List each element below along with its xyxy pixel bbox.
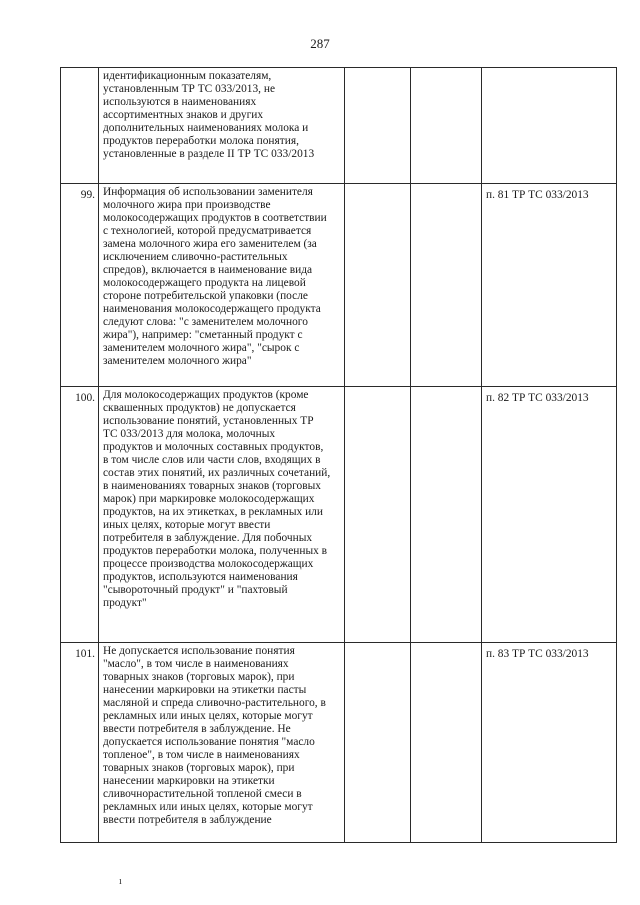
text-line: состав этих понятий, их различных сочетаний, bbox=[103, 467, 331, 479]
text-line: ввести потребителя в заблуждение bbox=[103, 814, 272, 826]
text-line: используются в наименованиях bbox=[103, 96, 257, 108]
empty-cell bbox=[345, 387, 411, 643]
text-line: использование понятий, установленных ТР bbox=[103, 415, 314, 427]
regulation-reference: п. 81 ТР ТС 033/2013 bbox=[482, 184, 617, 387]
text-line: в наименованиях товарных знаков (торговых bbox=[103, 480, 321, 492]
text-line: ассортиментных знаков и других bbox=[103, 109, 264, 121]
empty-cell bbox=[345, 184, 411, 387]
text-line: процессе производства молокосодержащих bbox=[103, 558, 314, 570]
requirement-text bbox=[99, 643, 345, 843]
text-line: рекламных или иных целях, которые могут bbox=[103, 710, 313, 722]
table-row bbox=[61, 387, 617, 643]
text-line: продукт" bbox=[103, 597, 147, 609]
text-line: заменителем молочного жира", "сырок с bbox=[103, 342, 300, 354]
text-line: нанесении маркировки на этикетки пасты bbox=[103, 684, 307, 696]
regulation-reference: п. 82 ТР ТС 033/2013 bbox=[482, 387, 617, 643]
text-line: спредов), включается в наименование вида bbox=[103, 264, 313, 276]
text-line: Для молокосодержащих продуктов (кроме bbox=[103, 389, 309, 401]
text-line: "сывороточный продукт" и "пахтовый bbox=[103, 584, 288, 596]
text-line: установленным ТР ТС 033/2013, не bbox=[103, 83, 276, 95]
table-body bbox=[61, 68, 617, 843]
requirements-table bbox=[60, 67, 617, 843]
text-line: марок) при маркировке молокосодержащих bbox=[103, 493, 315, 505]
text-line: потребителя в заблуждение. Для побочных bbox=[103, 532, 313, 544]
text-line: продуктов и молочных составных продуктов, bbox=[103, 441, 324, 453]
text-line: допускается использование понятия "масло bbox=[103, 736, 315, 748]
table-row bbox=[61, 184, 617, 387]
text-line: продуктов переработки молока, полученных в bbox=[103, 545, 328, 557]
requirement-text bbox=[99, 387, 345, 643]
empty-cell bbox=[411, 184, 482, 387]
text-line: масляной и спреда сливочно-растительного, в bbox=[103, 697, 326, 709]
regulation-reference: п. 83 ТР ТС 033/2013 bbox=[482, 643, 617, 843]
text-line: в том числе слов или части слов, входящих в bbox=[103, 454, 321, 466]
text-line: следуют слова: "с заменителем молочного bbox=[103, 316, 308, 328]
text-line: топленое", в том числе в наименованиях bbox=[103, 749, 300, 761]
text-line: стороне потребительской упаковки (после bbox=[103, 290, 308, 302]
text-line: продуктов переработки молока понятия, bbox=[103, 135, 299, 147]
regulation-reference bbox=[482, 68, 617, 184]
row-number: 101. bbox=[61, 643, 99, 843]
text-line: заменителем молочного жира" bbox=[103, 355, 252, 367]
text-line: жира"), например: "сметанный продукт с bbox=[103, 329, 303, 341]
text-line: молочного жира при производстве bbox=[103, 199, 271, 211]
text-line: "масло", в том числе в наименованиях bbox=[103, 658, 289, 670]
text-line: рекламных или иных целях, которые могут bbox=[103, 801, 313, 813]
empty-cell bbox=[411, 68, 482, 184]
text-line: установленные в разделе II ТР ТС 033/2013 bbox=[103, 148, 315, 160]
empty-cell bbox=[345, 68, 411, 184]
table-row bbox=[61, 68, 617, 184]
empty-cell bbox=[411, 387, 482, 643]
text-line: Не допускается использование понятия bbox=[103, 645, 295, 657]
text-line: наименования молокосодержащего продукта bbox=[103, 303, 321, 315]
text-line: Информация об использовании заменителя bbox=[103, 186, 313, 198]
text-line: ввести потребителя в заблуждение. Не bbox=[103, 723, 291, 735]
text-line: сквашенных продуктов) не допускается bbox=[103, 402, 296, 414]
text-line: идентификационным показателям, bbox=[103, 70, 272, 82]
text-line: товарных знаков (торговых марок), при bbox=[103, 671, 295, 683]
text-line: иных целях, которые могут ввести bbox=[103, 519, 271, 531]
table-row bbox=[61, 643, 617, 843]
text-line: нанесении маркировки на этикетки bbox=[103, 775, 275, 787]
requirement-text bbox=[99, 184, 345, 387]
text-line: замена молочного жира его заменителем (за bbox=[103, 238, 317, 250]
text-line: исключением сливочно-растительных bbox=[103, 251, 288, 263]
text-line: товарных знаков (торговых марок), при bbox=[103, 762, 295, 774]
text-line: ТС 033/2013 для молока, молочных bbox=[103, 428, 276, 440]
empty-cell bbox=[345, 643, 411, 843]
requirement-text bbox=[99, 68, 345, 184]
text-line: молокосодержащих продуктов в соответствии bbox=[103, 212, 327, 224]
text-line: с технологией, которой предусматривается bbox=[103, 225, 312, 237]
text-line: дополнительных наименованиях молока и bbox=[103, 122, 309, 134]
text-line: продуктов, используются наименования bbox=[103, 571, 298, 583]
text-line: молокосодержащего продукта на лицевой bbox=[103, 277, 306, 289]
margin-mark: ı bbox=[119, 876, 122, 887]
text-line: продуктов, на их этикетках, в рекламных или bbox=[103, 506, 323, 518]
page-number: 287 bbox=[310, 36, 330, 51]
row-number: 100. bbox=[61, 387, 99, 643]
row-number bbox=[61, 68, 99, 184]
row-number: 99. bbox=[61, 184, 99, 387]
empty-cell bbox=[411, 643, 482, 843]
text-line: сливочнорастительной топленой смеси в bbox=[103, 788, 302, 800]
